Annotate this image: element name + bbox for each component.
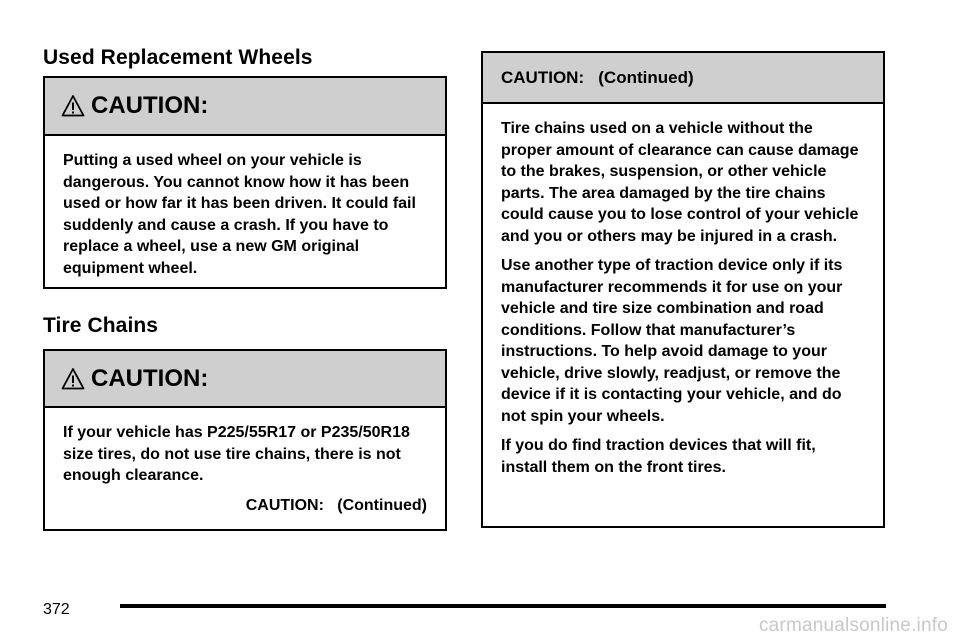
page-number: 372	[43, 601, 70, 618]
caution-header	[45, 351, 445, 408]
caution-continued-body	[483, 104, 883, 478]
caution-continued-header	[483, 53, 883, 104]
caution-title: CAUTION:	[91, 92, 209, 119]
caution-text: If your vehicle has P225/55R17 or P235/50R18 size tires, do not use tire chains, there is not enough clearance.	[63, 424, 410, 484]
section-heading-tire-chains: Tire Chains	[43, 314, 159, 337]
caution-body	[45, 408, 445, 516]
warning-triangle-icon	[61, 94, 85, 118]
caution-header	[45, 78, 445, 136]
watermark: carmanualsonline.info	[758, 615, 948, 636]
footer-rule	[120, 604, 886, 608]
caution-box-used-wheels	[43, 76, 447, 289]
caution-continued-title: CAUTION: (Continued)	[501, 67, 694, 87]
caution-paragraph: Use another type of traction device only if its manufacturer recommends it for use on your vehicle and tire size combination and road conditions. Follow that manufacturer’s instructions. To help avoid damage to your vehicle, drive slowly, readjust, or remove the device if it is contacting your vehicle, and do not spin your wheels.	[501, 257, 843, 425]
caution-box-tire-chains	[43, 349, 447, 531]
caution-title: CAUTION:	[91, 364, 209, 392]
caution-box-continued	[481, 51, 885, 528]
caution-text: Putting a used wheel on your vehicle is dangerous. You cannot know how it has been used or how far it has been driven. It could fail suddenly and cause a crash. If you have to replace a wheel, use a new GM original equipment wheel.	[63, 152, 416, 277]
caution-continued-label: CAUTION: (Continued)	[245, 496, 427, 514]
caution-paragraph: Tire chains used on a vehicle without the proper amount of clearance can cause damage to the brakes, suspension, or other vehicle parts. The area damaged by the tire chains could cause you to lose control of your vehicle and you or others may be injured in a crash.	[501, 120, 859, 245]
caution-body	[45, 136, 445, 279]
section-heading-used-wheels: Used Replacement Wheels	[43, 46, 313, 69]
warning-triangle-icon	[61, 367, 85, 391]
caution-paragraph: If you do find traction devices that will fit, install them on the front tires.	[501, 437, 816, 476]
